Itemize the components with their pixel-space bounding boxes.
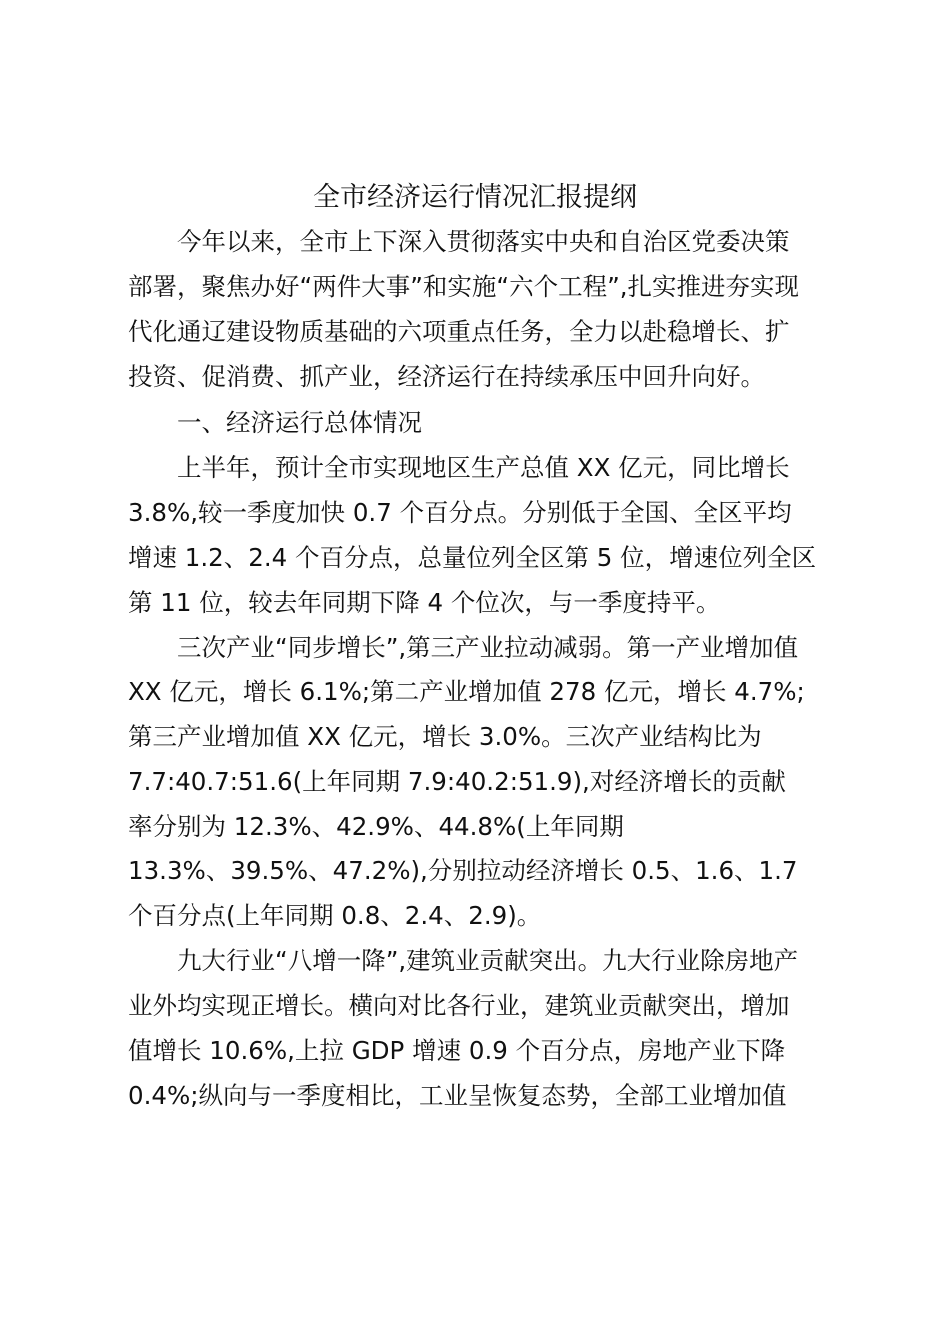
paragraph-line: 部署，聚焦办好“两件大事”和实施“六个工程”,扎实推进夯实现 xyxy=(128,272,800,301)
paragraph-line: 13.3%、39.5%、47.2%),分别拉动经济增长 0.5、1.6、1.7 xyxy=(128,856,798,885)
paragraph-line: 投资、促消费、抓产业，经济运行在持续承压中回升向好。 xyxy=(128,362,765,391)
paragraph-line: 九大行业“八增一降”,建筑业贡献突出。九大行业除房地产 xyxy=(177,946,799,975)
paragraph-line: 值增长 10.6%,上拉 GDP 增速 0.9 个百分点，房地产业下降 xyxy=(128,1036,786,1065)
section-heading: 一、经济运行总体情况 xyxy=(177,408,422,437)
paragraph-line: 三次产业“同步增长”,第三产业拉动减弱。第一产业增加值 xyxy=(177,633,799,662)
paragraph-line: XX 亿元，增长 6.1%;第二产业增加值 278 亿元，增长 4.7%; xyxy=(128,677,805,706)
paragraph-line: 第三产业增加值 XX 亿元，增长 3.0%。三次产业结构比为 xyxy=(128,722,762,751)
paragraph-line: 今年以来，全市上下深入贯彻落实中央和自治区党委决策 xyxy=(177,227,790,256)
paragraph-line: 3.8%,较一季度加快 0.7 个百分点。分别低于全国、全区平均 xyxy=(128,498,792,527)
paragraph-line: 上半年，预计全市实现地区生产总值 XX 亿元，同比增长 xyxy=(177,453,790,482)
paragraph-line: 业外均实现正增长。横向对比各行业，建筑业贡献突出，增加 xyxy=(128,991,790,1020)
paragraph-line: 0.4%;纵向与一季度相比，工业呈恢复态势，全部工业增加值 xyxy=(128,1081,787,1110)
paragraph-line: 个百分点(上年同期 0.8、2.4、2.9)。 xyxy=(128,901,542,930)
document-title: 全市经济运行情况汇报提纲 xyxy=(313,182,637,213)
paragraph-line: 增速 1.2、2.4 个百分点，总量位列全区第 5 位，增速位列全区 xyxy=(128,543,817,572)
paragraph-line: 第 11 位，较去年同期下降 4 个位次，与一季度持平。 xyxy=(128,588,721,617)
paragraph-line: 7.7:40.7:51.6(上年同期 7.9:40.2:51.9),对经济增长的贡献 xyxy=(128,767,786,796)
paragraph-line: 代化通辽建设物质基础的六项重点任务，全力以赴稳增长、扩 xyxy=(128,317,790,346)
paragraph-line: 率分别为 12.3%、42.9%、44.8%(上年同期 xyxy=(128,812,624,841)
